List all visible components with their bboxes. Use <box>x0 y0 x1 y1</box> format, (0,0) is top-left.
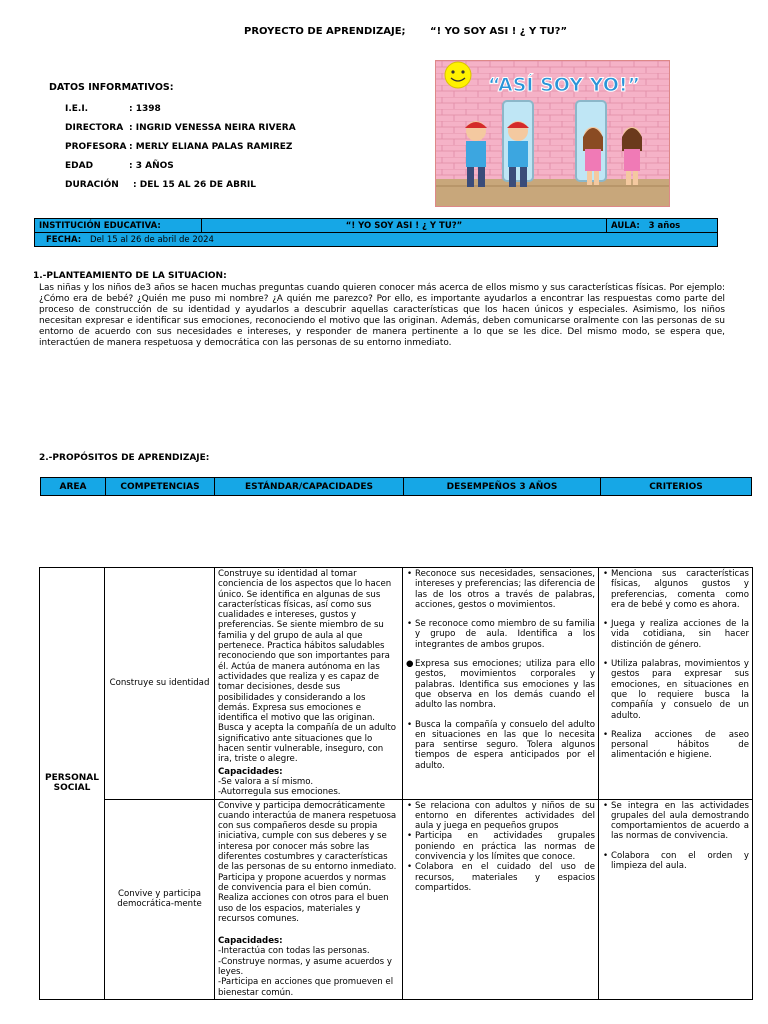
smiley-icon <box>445 62 471 88</box>
list-item: • Busca la compañía y consuelo del adulto en situaciones en las que lo necesita para sentirse seguro. Tolera algunos tiempos de espera anticipados por el adulto. <box>415 720 595 771</box>
list-item: • Utiliza palabras, movimientos y gestos para expresar sus emociones, en situaciones en que lo requiere busca la compañía y consuelo de un adulto. <box>611 659 749 721</box>
competencia-cell: Construye su identidad <box>105 568 215 800</box>
list-item: ● Expresa sus emociones; utiliza para ello gestos, movimientos corporales y palabras. Identifica sus emociones y las que observa en los demás cuando el adulto las nombra. <box>415 659 595 710</box>
criterios-cell <box>599 799 753 999</box>
info-heading: DATOS INFORMATIVOS: <box>49 82 174 93</box>
list-item: • Participa en actividades grupales poniendo en práctica las normas de convivencia y los límites que conoce. <box>415 831 595 862</box>
list-item: • Se relaciona con adultos y niños de su entorno en diferentes actividades del aula y juega en pequeños grupos <box>415 801 595 832</box>
info-row-edad: EDAD : 3 AÑOS <box>65 161 174 171</box>
info-row-directora: DIRECTORA : INGRID VENESSA NEIRA RIVERA <box>65 123 296 133</box>
fecha-cell: FECHA: Del 15 al 26 de abril de 2024 <box>35 233 718 247</box>
competencia-cell: Convive y participa democrática-mente <box>105 799 215 999</box>
section1-heading: 1.-PLANTEAMIENTO DE LA SITUACION: <box>33 271 227 281</box>
info-row-iei: I.E.I. : 1398 <box>65 104 161 114</box>
col-criterios: CRITERIOS <box>601 478 752 496</box>
col-competencias: COMPETENCIAS <box>106 478 215 496</box>
banner-illustration <box>436 61 669 206</box>
criterios-cell <box>599 568 753 800</box>
col-area: AREA <box>41 478 106 496</box>
institution-project: “! YO SOY ASI ! ¿ Y TU?” <box>202 219 607 233</box>
section2-heading: 2.-PROPÓSITOS DE APRENDIZAJE: <box>39 453 210 463</box>
info-row-duracion: DURACIÓN : DEL 15 AL 26 DE ABRIL <box>65 180 256 190</box>
project-name: “! YO SOY ASI ! ¿ Y TU?” <box>430 26 568 37</box>
table-row <box>40 568 753 800</box>
list-item: • Realiza acciones de aseo personal hábitos de alimentación e higiene. <box>611 730 749 761</box>
info-row-profesora: PROFESORA : MERLY ELIANA PALAS RAMIREZ <box>65 142 293 152</box>
list-item: • Colabora en el cuidado del uso de recursos, materiales y espacios compartidos. <box>415 862 595 893</box>
project-label: PROYECTO DE APRENDIZAJE; <box>244 26 406 37</box>
banner-title: “ASÍ SOY YO!” <box>487 74 641 96</box>
estandar-cell: Convive y participa democráticamente cuando interactúa de manera respetuosa con sus compañeros desde su propia iniciativa, cumple con sus deberes y se interesa por conocer más sobre las diferentes costumbres y características de las personas de su entorno inmediato. Participa y propone acuerdos y normas de convivencia para el bien común. Realiza acciones con otros para el buen uso de los espacios, materiales y recursos comunes. Capacidades: -Interactúa con todas las personas. -Construye normas, y asume acuerdos y leyes. -Participa en acciones que promueven el bienestar común. <box>215 799 403 999</box>
area-cell: PERSONAL SOCIAL <box>40 568 105 1000</box>
institution-row <box>35 219 718 233</box>
institution-table <box>34 218 718 247</box>
desempenos-cell <box>403 799 599 999</box>
col-estandar: ESTÁNDAR/CAPACIDADES <box>215 478 404 496</box>
banner-image <box>435 60 670 207</box>
estandar-cell: Construye su identidad al tomar conciencia de los aspectos que lo hacen único. Se identifica en algunas de sus características físicas, así como sus cualidades e intereses, gustos y preferencias. Se siente miembro de su familia y del grupo de aula al que pertenece. Practica hábitos saludables reconociendo que son importantes para él. Actúa de manera autónoma en las actividades que realiza y es capaz de tomar decisiones, desde sus posibilidades y considerando a los demás. Expresa sus emociones e identifica el motivo que las originan. Busca y acepta la compañía de un adulto significativo ante situaciones que lo hacen sentir vulnerable, inseguro, con ira, triste o alegre. Capacidades: -Se valora a sí mismo. -Autorregula sus emociones. <box>215 568 403 800</box>
list-item: • Se integra en las actividades grupales del aula demostrando comportamientos de acuerdo a las normas de convivencia. <box>611 801 749 842</box>
list-item: • Menciona sus características físicas, algunos gustos y preferencias, comenta como era de bebé y como es ahora. <box>611 569 749 610</box>
institution-label: INSTITUCIÓN EDUCATIVA: <box>35 219 202 233</box>
aula-cell: AULA: 3 años <box>607 219 718 233</box>
col-desempenos: DESEMPEÑOS 3 AÑOS <box>404 478 601 496</box>
purposes-table <box>39 567 753 1000</box>
list-item: • Se reconoce como miembro de su familia y grupo de aula. Identifica a los integrantes de ambos grupos. <box>415 619 595 650</box>
desempenos-cell <box>403 568 599 800</box>
purposes-header-row <box>41 478 752 496</box>
list-item: • Juega y realiza acciones de la vida cotidiana, sin hacer distinción de género. <box>611 619 749 650</box>
situation-paragraph: Las niñas y los niños de3 años se hacen muchas preguntas cuando quieren conocer más acerca de ellos mismo y sus características físicas. Por ejemplo: ¿Cómo era de bebé? ¿Quién me puso mi nombre? ¿A quién me parezco? Por ello, es importante ayudarlos a encontrar las respuestas como parte del proceso de construcción de su identidad y ayudarlos a descubrir aquellas características que los hacen únicos y especiales. Asimismo, los niños necesitan expresar e identificar sus emociones, reconociendo el motivo que las originan. Además, deben comunicarse oralmente con las personas de su entorno de acuerdo con sus necesidades e intereses, y responder de manera pertinente a lo que se les dice. Del mismo modo, se espera que, interactúen de manera respetuosa y democrática con las personas de su entorno inmediato. <box>39 283 725 349</box>
purposes-header-table <box>40 477 752 496</box>
list-item: • Colabora con el orden y limpieza del aula. <box>611 851 749 872</box>
table-row <box>40 799 753 999</box>
fecha-row <box>35 233 718 247</box>
list-item: • Reconoce sus necesidades, sensaciones, intereses y preferencias; las diferencia de las de los otros a través de palabras, acciones, gestos o movimientos. <box>415 569 595 610</box>
